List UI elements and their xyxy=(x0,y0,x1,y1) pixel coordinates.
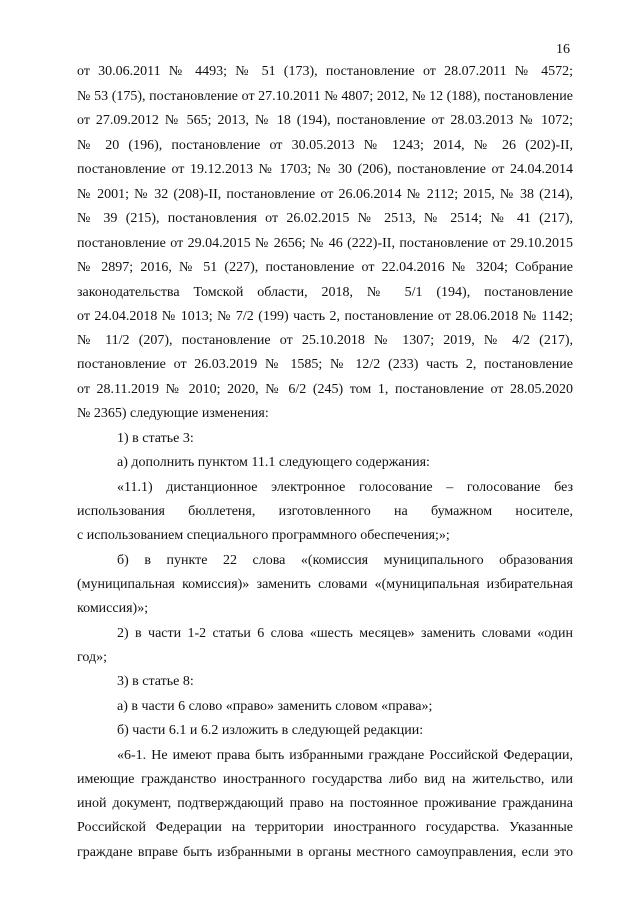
text-line: иной документ, подтверждающий право на постоянное проживание гражданина xyxy=(77,796,573,811)
text-line: законодательства Томской области, 2018, № 5/1 (194), постановление xyxy=(77,285,573,300)
text-line: 2) в части 1-2 статьи 6 слова «шесть месяцев» заменить словами «один xyxy=(117,626,573,641)
text-line: № 2365) следующие изменения: xyxy=(77,406,269,421)
text-line: с использованием специального программного обеспечения;»; xyxy=(77,528,450,543)
text-line: использования бюллетеня, изготовленного на бумажном носителе, xyxy=(77,504,573,519)
text-line: постановление от 26.03.2019 № 1585; № 12/2 (233) часть 2, постановление xyxy=(77,357,573,372)
text-line: 1) в статье 3: xyxy=(117,431,194,446)
text-line: постановление от 19.12.2013 № 1703; № 30 (206), постановление от 24.04.2014 xyxy=(77,162,573,177)
text-line: от 28.11.2019 № 2010; 2020, № 6/2 (245) том 1, постановление от 28.05.2020 xyxy=(77,382,573,397)
text-line: № 11/2 (207), постановление от 25.10.2018 № 1307; 2019, № 4/2 (217), xyxy=(77,333,573,348)
text-line: № 53 (175), постановление от 27.10.2011 № 4807; 2012, № 12 (188), постановление xyxy=(77,89,573,104)
text-line: № 20 (196), постановление от 30.05.2013 № 1243; 2014, № 26 (202)-II, xyxy=(77,138,573,153)
text-line: от 24.04.2018 № 1013; № 7/2 (199) часть 2, постановление от 28.06.2018 № 1142; xyxy=(77,309,573,324)
text-line: «11.1) дистанционное электронное голосование – голосование без xyxy=(117,480,573,495)
text-line: № 2001; № 32 (208)-II, постановление от 26.06.2014 № 2112; 2015, № 38 (214), xyxy=(77,187,573,202)
text-line: а) в части 6 слово «право» заменить словом «права»; xyxy=(117,699,433,714)
text-line: «6-1. Не имеют права быть избранными граждане Российской Федерации, xyxy=(117,748,573,763)
text-line: № 39 (215), постановления от 26.02.2015 № 2513, № 2514; № 41 (217), xyxy=(77,211,573,226)
text-line: год»; xyxy=(77,650,108,665)
text-line: № 2897; 2016, № 51 (227), постановление от 22.04.2016 № 3204; Собрание xyxy=(77,260,573,275)
text-line: (муниципальная комиссия)» заменить словами «(муниципальная избирательная xyxy=(77,577,573,592)
text-line: б) в пункте 22 слова «(комиссия муниципального образования xyxy=(117,553,573,568)
text-line: от 27.09.2012 № 565; 2013, № 18 (194), постановление от 28.03.2013 № 1072; xyxy=(77,113,573,128)
text-line: от 30.06.2011 № 4493; № 51 (173), постановление от 28.07.2011 № 4572; xyxy=(77,64,573,79)
text-line: б) части 6.1 и 6.2 изложить в следующей редакции: xyxy=(117,723,424,738)
text-line: а) дополнить пунктом 11.1 следующего содержания: xyxy=(117,455,430,470)
text-line: имеющие гражданство иностранного государства либо вид на жительство, или xyxy=(77,772,573,787)
text-line: 3) в статье 8: xyxy=(117,674,194,689)
text-line: Российской Федерации на территории иностранного государства. Указанные xyxy=(77,820,573,835)
text-line: постановление от 29.04.2015 № 2656; № 46 (222)-II, постановление от 29.10.2015 xyxy=(77,236,573,251)
page-number: 16 xyxy=(556,42,570,57)
text-line: граждане вправе быть избранными в органы местного самоуправления, если это xyxy=(77,845,573,860)
text-line: комиссия)»; xyxy=(77,601,149,616)
